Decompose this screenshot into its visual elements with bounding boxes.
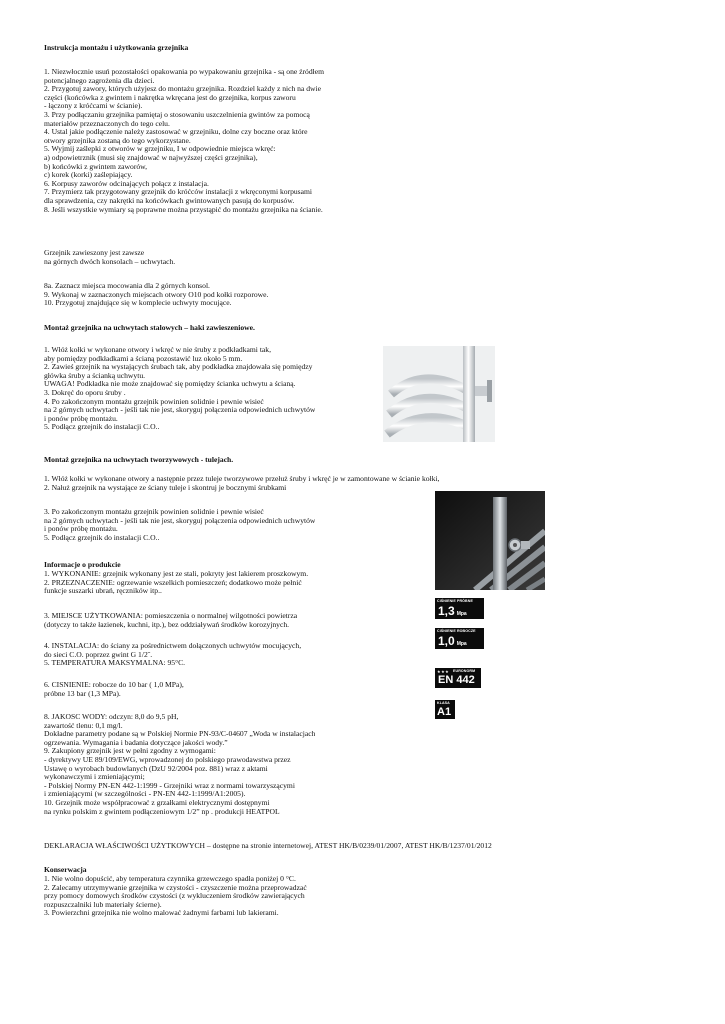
text-line: (dotyczy to także łazienek, kuchni, itp.), bez oddziaływań środków korozyjnych. (44, 620, 290, 629)
text-line: 5. Wyjmij zaślepki z otworów w grzejniku, I w odpowiednie miejsca wkręć: (44, 145, 276, 154)
text-line: 1. Nie wolno dopuścić, aby temperatura czynnika grzewczego spadła poniżej 0 °C. (44, 875, 296, 883)
steel-steps (44, 346, 315, 432)
text-line: otwory grzejnika zostaną do tego wykorzystane. (44, 136, 191, 145)
maintenance-title: Konserwacja (44, 865, 87, 874)
text-line: 3. Powierzchni grzejnika nie wolno malować żadnymi farbami lub lakierami. (44, 909, 279, 918)
text-line: na rynku polskim z gwintem podłączeniowym 1/2” np . produkcji HEATPOL (44, 807, 280, 816)
radiator-sleeve-photo (435, 491, 545, 590)
text-line: rozpuszczalniki lub materiały ścierne). (44, 900, 162, 909)
class-value: A1 (437, 706, 452, 718)
radiator-sleeve-icon (435, 491, 545, 590)
text-line: 1. Włóż kołki w wykonane otwory a następnie przez tuleje tworzywowe przełuż śruby i wkręć je w zamontowane w ścianie kołki, (44, 475, 440, 483)
radiator-bracket-photo (383, 346, 495, 442)
product-info-1-2 (44, 570, 308, 596)
product-info-3 (44, 612, 297, 629)
text-line: 9. Zakupiony grzejnik jest w pełni zgodny z wymogami: (44, 747, 216, 756)
text-line: b) końcówki z gwintem zaworów, (44, 162, 148, 171)
text-line: 4. Po zakończonym montażu grzejnik powinien solidnie i pewnie wisieć (44, 397, 264, 406)
text-line: 8. Jeśli wszystkie wymiary są poprawne można przystąpić do montażu grzejnika na ścianie. (44, 205, 323, 214)
product-info-4-5 (44, 642, 301, 668)
text-line: na górnych dwóch konsolach – uchwytach. (44, 257, 176, 266)
text-line: 3. MIEJSCE UŻYTKOWANIA: pomieszczenia o normalnej wilgotności powietrza (44, 612, 298, 620)
text-line: 2. Nałuż grzejnik na wystające ze ściany tuleje i skontruj je bocznymi śrubkami (44, 483, 287, 492)
text-line: Dokładne parametry podane są w Polskiej Normie PN-93/C-04607 „Woda w instalacjach (44, 730, 316, 739)
work-pressure-value: 1,0 (438, 634, 455, 648)
text-line: części (końcówka z gwintem i nakrętka wkręcana jest do grzejnika, korpus zaworu (44, 93, 296, 102)
document-title: Instrukcja montażu i użytkowania grzejnika (44, 43, 189, 52)
maintenance-steps (44, 875, 307, 918)
intro-steps (44, 68, 324, 214)
text-line: 2. PRZEZNACZENIE: ogrzewanie wszelkich pomieszczeń; dodatkowo może pełnić (44, 578, 302, 587)
test-pressure-caption: CIŚNIENIE PRÓBNE (437, 599, 473, 603)
text-line: 3. Przy podłączaniu grzejnika pamiętaj o stosowaniu uszczelnienia gwintów za pomocą (44, 110, 310, 119)
text-line: - łączony z króćcami w ścianie). (44, 102, 143, 111)
text-line: 7. Przymierz tak przygotowany grzejnik do króćców instalacji z wkręconymi korpusami (44, 188, 313, 197)
text-line: 8. JAKOSC WODY: odczyn: 8,0 do 9,5 pH, (44, 713, 179, 721)
hanging-note (44, 249, 175, 266)
text-line: - Polskiej Normy PN-EN 442-1:1999 - Grzejniki wraz z normami towarzyszącymi (44, 781, 295, 790)
text-line: na 2 górnych uchwytach - jeśli tak nie jest, skoryguj połączenia odpowiednich uchwytów (44, 516, 316, 525)
test-pressure-value: 1,3 (438, 604, 455, 618)
product-info-title: Informacje o produkcie (44, 560, 121, 569)
text-line: zawartość tlenu: 0,1 mg/l. (44, 721, 123, 730)
plastic-steps-a (44, 475, 439, 492)
product-info-6 (44, 681, 184, 698)
text-line: 6. CISNIENIE: robocze do 10 bar ( 1,0 MPa), (44, 681, 184, 689)
text-line: dla sprawdzenia, czy nakrętki na końcówkach gwintowanych pasują do korpusów. (44, 196, 295, 205)
text-line: 3. Po zakończonym montażu grzejnik powinien solidnie i pewnie wisieć (44, 508, 264, 516)
text-line: funkcje suszarki ubrań, ręczników itp.. (44, 587, 162, 596)
text-line: 4. INSTALACJA: do ściany za pośrednictwem dołączonych uchwytów mocujących, (44, 642, 302, 650)
text-line: UWAGA! Podkładka nie może znajdować się pomiędzy ścianka uchwytu a ścianą. (44, 380, 296, 389)
radiator-bracket-icon (383, 346, 495, 442)
text-line: 5. Podłącz grzejnik do instalacji C.O.. (44, 423, 160, 432)
text-line: i ponów próbę montażu. (44, 414, 118, 423)
en-value: EN 442 (438, 674, 475, 686)
test-pressure-unit: Mpa (456, 611, 467, 617)
text-line: 3. Dokręć do oporu śruby . (44, 388, 126, 397)
eu-stars-icon: ★★★ (437, 669, 450, 674)
work-pressure-caption: CIŚNIENIE ROBOCZE (437, 629, 476, 633)
text-line: 10. Grzejnik może współpracować z grzałkami elektrycznymi dostępnymi (44, 798, 270, 807)
text-line: 10. Przygotuj znajdujące się w komplecie uchwyty mocujące. (44, 299, 232, 308)
text-line: 1. WYKONANIE: grzejnik wykonany jest ze stali, pokryty jest lakierem proszkowym. (44, 570, 309, 578)
text-line: i ponów próbę montażu. (44, 525, 118, 534)
steel-section-title: Montaż grzejnika na uchwytach stalowych – haki zawieszeniowe. (44, 323, 255, 332)
plastic-section-title: Montaż grzejnika na uchwytach tworzywowych - tulejach. (44, 455, 234, 464)
text-line: 9. Wykonaj w zaznaczonych miejscach otwory O10 pod kołki rozporowe. (44, 290, 269, 299)
product-info-8-10 (44, 713, 315, 816)
text-line: a) odpowietrznik (musi się znajdować w najwyższej części grzejnika), (44, 153, 258, 162)
text-line: główka śruby a ścianką uchwytu. (44, 371, 146, 380)
class-caption: KLASA (437, 701, 450, 705)
declaration-text: DEKLARACJA WŁAŚCIWOŚCI UŻYTKOWYCH – dostępne na stronie internetowej, ATEST HK/B/0239/01/2007, ATEST HK/B/1237/01/2012 (44, 841, 492, 850)
text-line: Ustawę o wyrobach budowlanych (DzU 92/2004 poz. 881) wraz z aktami (44, 764, 268, 773)
text-line: wykonawczymi i zmieniającymi; (44, 773, 145, 782)
text-line: 1. Niezwłocznie usuń pozostałości opakowania po wypakowaniu grzejnika - są one źródłem (44, 68, 325, 76)
en-caption: EURONORM (453, 669, 476, 673)
text-line: przy pomocy domowych środków czystości (z wykluczeniem środków zawierających (44, 892, 305, 901)
text-line: aby pomiędzy podkładkami a ścianą pozostawić luz około 5 mm. (44, 354, 243, 363)
text-line: 8a. Zaznacz miejsca mocowania dla 2 górnych konsol. (44, 282, 210, 290)
text-line: i zmieniającymi (w szczególności - PN-EN 442-1:1999/A1:2005). (44, 790, 246, 799)
text-line: - dyrektywy UE 89/109/EWG, wprowadzonej do polskiego prawodawstwa przez (44, 755, 291, 764)
text-line: ogrzewania. Wymagania i badania dotyczące jakości wody.” (44, 738, 228, 747)
class-badge (435, 700, 455, 719)
text-line: 4. Ustal jakie podłączenie należy zastosować w grzejniku, dolne czy boczne oraz które (44, 128, 308, 137)
text-line: Grzejnik zawieszony jest zawsze (44, 249, 145, 257)
mounting-prep-steps (44, 282, 268, 308)
work-pressure-unit: Mpa (456, 641, 467, 647)
text-line: 5. TEMPERATURA MAKSYMALNA: 95°C. (44, 659, 186, 668)
en442-badge (435, 668, 481, 688)
text-line: potencjalnego zagrożenia dla dzieci. (44, 76, 155, 85)
text-line: 2. Zalecamy utrzymywanie grzejnika w czystości - czyszczenie można przeprowadzać (44, 883, 307, 892)
text-line: 2. Zawieś grzejnik na wystających śrubach tak, aby podkładka znajdowała się pomiędzy (44, 363, 313, 372)
text-line: 1. Włóż kołki w wykonane otwory i wkręć w nie śruby z podkładkami tak, (44, 346, 271, 354)
text-line: c) korek (korki) zaślepiający. (44, 171, 133, 180)
text-line: materiałów przeznaczonych do tego celu. (44, 119, 170, 128)
text-line: na 2 górnych uchwytach - jeśli tak nie jest, skoryguj połączenia odpowiednich uchwytów (44, 406, 316, 415)
text-line: 5. Podłącz grzejnik do instalacji C.O.. (44, 533, 160, 542)
text-line: 6. Korpusy zaworów odcinających połącz z instalacja. (44, 179, 209, 188)
work-pressure-badge (435, 628, 484, 649)
test-pressure-badge (435, 598, 484, 619)
plastic-steps-b (44, 508, 315, 542)
text-line: do sieci C.O. poprzez gwint G 1/2˝. (44, 650, 153, 659)
text-line: próbne 13 bar (1,3 MPa). (44, 689, 121, 698)
text-line: 2. Przygotuj zawory, których użyjesz do montażu grzejnika. Rozdziel każdy z nich na dwie (44, 85, 322, 94)
